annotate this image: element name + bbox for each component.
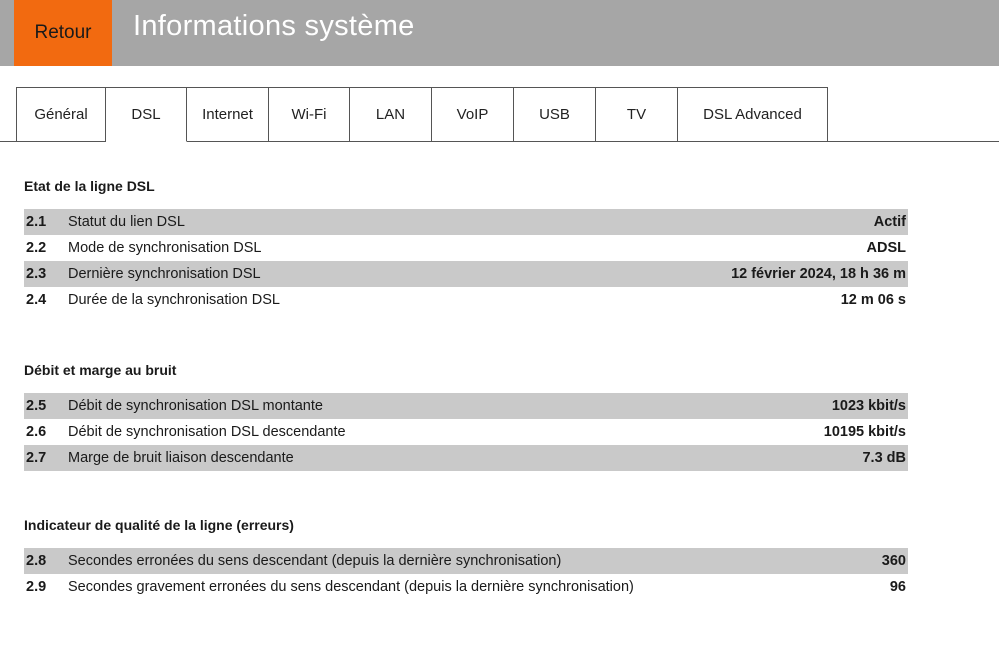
row-value: 96 — [889, 579, 906, 595]
table-row — [24, 287, 908, 313]
row-label: Secondes gravement erronées du sens descendant (depuis la dernière synchronisation) — [68, 579, 634, 595]
row-number: 2.4 — [26, 292, 47, 308]
table-row — [24, 261, 908, 287]
row-label: Secondes erronées du sens descendant (depuis la dernière synchronisation) — [68, 553, 562, 569]
row-label: Dernière synchronisation DSL — [68, 266, 261, 282]
table-row — [24, 393, 908, 419]
row-number: 2.7 — [26, 450, 47, 466]
section-title-rate-margin: Débit et marge au bruit — [24, 362, 177, 378]
row-label: Débit de synchronisation DSL descendante — [68, 424, 346, 440]
row-value: 10195 kbit/s — [823, 424, 906, 440]
row-label: Durée de la synchronisation DSL — [68, 292, 280, 308]
row-label: Marge de bruit liaison descendante — [68, 450, 294, 466]
table-row — [24, 445, 908, 471]
row-value: 12 m 06 s — [840, 292, 906, 308]
row-value: ADSL — [866, 240, 906, 256]
tab-tv[interactable]: TV — [596, 87, 678, 142]
table-row — [24, 235, 908, 261]
row-number: 2.8 — [26, 553, 47, 569]
row-value: 7.3 dB — [862, 450, 906, 466]
page-title: Informations système — [133, 10, 415, 42]
tab-bar — [16, 87, 828, 141]
table-line-state — [24, 209, 908, 313]
back-button[interactable]: Retour — [14, 0, 112, 66]
tab-dsl[interactable]: DSL — [106, 87, 187, 142]
table-row — [24, 419, 908, 445]
row-value: 1023 kbit/s — [831, 398, 906, 414]
row-number: 2.2 — [26, 240, 47, 256]
table-line-quality — [24, 548, 908, 600]
row-label: Débit de synchronisation DSL montante — [68, 398, 323, 414]
tab-usb[interactable]: USB — [514, 87, 596, 142]
table-row — [24, 548, 908, 574]
tab-wifi[interactable]: Wi-Fi — [269, 87, 350, 142]
tab-internet[interactable]: Internet — [187, 87, 269, 142]
row-number: 2.5 — [26, 398, 47, 414]
row-value: 12 février 2024, 18 h 36 m — [731, 266, 906, 282]
section-title-line-quality: Indicateur de qualité de la ligne (erreurs) — [24, 517, 294, 533]
row-number: 2.1 — [26, 214, 47, 230]
tab-dsl-advanced[interactable]: DSL Advanced — [678, 87, 828, 142]
tab-general[interactable]: Général — [16, 87, 106, 142]
row-number: 2.3 — [26, 266, 47, 282]
table-rate-margin — [24, 393, 908, 471]
row-value: 360 — [881, 553, 906, 569]
table-row — [24, 209, 908, 235]
row-label: Statut du lien DSL — [68, 214, 185, 230]
tab-voip[interactable]: VoIP — [432, 87, 514, 142]
row-number: 2.9 — [26, 579, 47, 595]
row-value: Actif — [873, 214, 906, 230]
row-label: Mode de synchronisation DSL — [68, 240, 262, 256]
table-row — [24, 574, 908, 600]
tab-lan[interactable]: LAN — [350, 87, 432, 142]
row-number: 2.6 — [26, 424, 47, 440]
header-bar — [0, 0, 999, 66]
section-title-line-state: Etat de la ligne DSL — [24, 178, 155, 194]
